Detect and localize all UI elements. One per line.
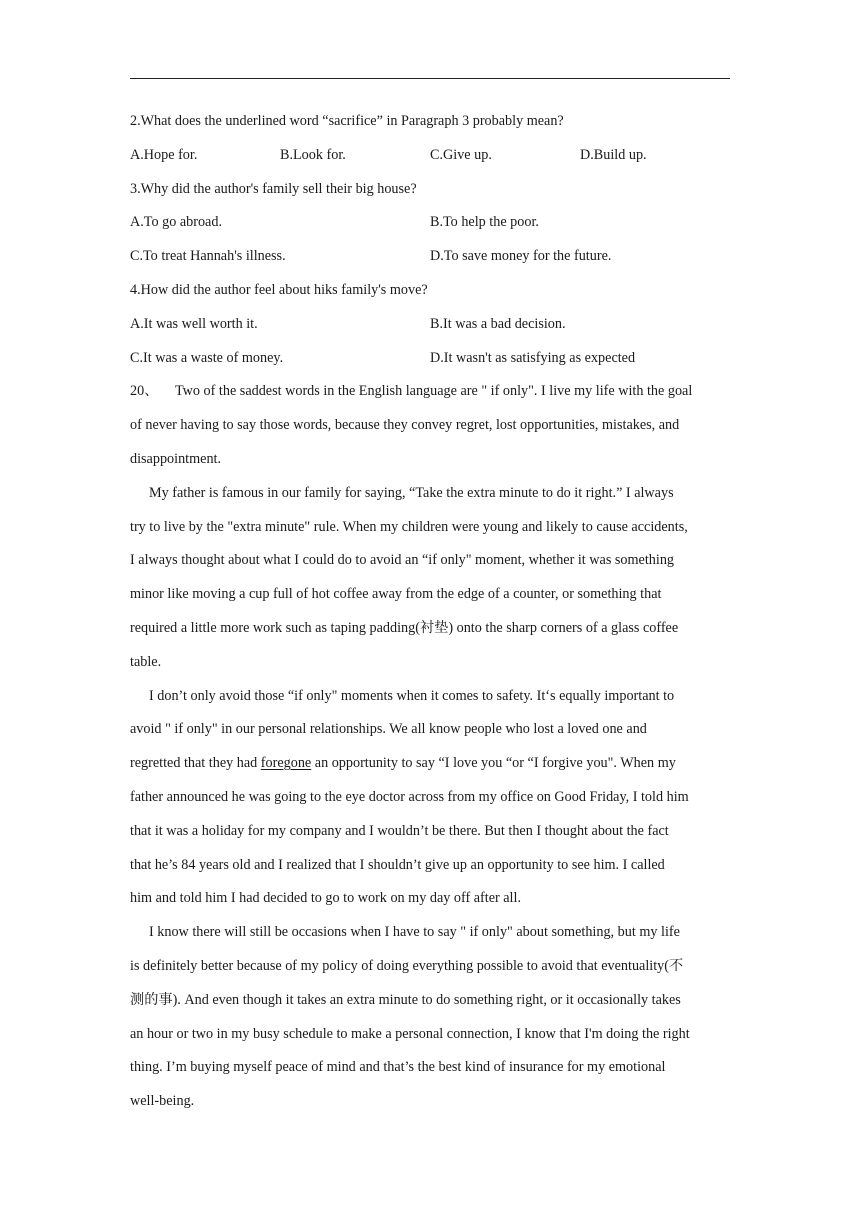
question-options (130, 344, 730, 378)
document-body (130, 107, 730, 1121)
option-b: B.To help the poor. (430, 214, 539, 231)
option-b: B.It was a bad decision. (430, 315, 566, 332)
passage-paragraph-line: minor like moving a cup full of hot coffee away from the edge of a counter, or something that (130, 586, 662, 603)
passage-paragraph-line: table. (130, 653, 162, 670)
option-c: C.Give up. (430, 146, 492, 163)
option-c: C.To treat Hannah's illness. (130, 248, 286, 265)
passage-paragraph-line: I always thought about what I could do to avoid an “if only" moment, whether it was something (130, 552, 675, 569)
passage-paragraph-line: required a little more work such as taping padding(衬垫) onto the sharp corners of a glass coffee (130, 619, 679, 636)
passage-paragraph-line (130, 749, 730, 783)
option-b: B.Look for. (280, 146, 346, 163)
question-options (130, 310, 730, 344)
passage-paragraph-line: disappointment. (130, 450, 222, 467)
question-stem: 3.Why did the author's family sell their big house? (130, 180, 417, 197)
passage-paragraph-line: I don’t only avoid those “if only" moments when it comes to safety. It‘s equally important to (149, 687, 675, 704)
passage-text: regretted that they had (130, 755, 258, 772)
passage-paragraph-line: thing. I’m buying myself peace of mind and that’s the best kind of insurance for my emotional (130, 1059, 666, 1076)
passage-paragraph-line: that it was a holiday for my company and I wouldn’t be there. But then I thought about the fact (130, 822, 669, 839)
option-c: C.It was a waste of money. (130, 349, 284, 366)
question-options (130, 208, 730, 242)
passage-text: Two of the saddest words in the English language are " if only". I live my life with the goal (175, 383, 693, 400)
question-options (130, 141, 730, 175)
passage-paragraph-line: I know there will still be occasions when I have to say " if only" about something, but my life (149, 924, 680, 941)
option-a: A.Hope for. (130, 146, 198, 163)
passage-paragraph-line: try to live by the "extra minute" rule. When my children were young and likely to cause accidents, (130, 518, 688, 535)
passage-text: an opportunity to say “I love you “or “I forgive you". When my (314, 755, 676, 772)
passage-paragraph-line: well-being. (130, 1093, 195, 1110)
passage-paragraph-line (130, 377, 730, 411)
passage-paragraph-line: is definitely better because of my policy of doing everything possible to avoid that eventuality(不 (130, 957, 684, 974)
passage-paragraph-line: that he’s 84 years old and I realized that I shouldn’t give up an opportunity to see him. I called (130, 856, 665, 873)
question-stem: 4.How did the author feel about hiks family's move? (130, 281, 428, 298)
question-stem: 2.What does the underlined word “sacrifice” in Paragraph 3 probably mean? (130, 113, 564, 129)
passage-paragraph-line: of never having to say those words, because they convey regret, lost opportunities, mistakes, and (130, 417, 680, 434)
passage-paragraph-line: him and told him I had decided to go to work on my day off after all. (130, 890, 521, 907)
passage-paragraph-line: an hour or two in my busy schedule to make a personal connection, I know that I'm doing the right (130, 1025, 690, 1042)
option-a: A.It was well worth it. (130, 315, 258, 332)
header-rule (130, 78, 730, 79)
passage-paragraph-line: father announced he was going to the eye doctor across from my office on Good Friday, I told him (130, 788, 689, 805)
option-d: D.It wasn't as satisfying as expected (430, 349, 636, 366)
passage-paragraph-line: My father is famous in our family for saying, “Take the extra minute to do it right.” I always (149, 484, 674, 501)
option-d: D.Build up. (580, 146, 647, 163)
passage-paragraph-line: avoid " if only" in our personal relationships. We all know people who lost a loved one and (130, 721, 647, 738)
underlined-word: foregone (260, 755, 312, 772)
question-options (130, 242, 730, 276)
option-a: A.To go abroad. (130, 214, 222, 231)
passage-paragraph-line: 测的事). And even though it takes an extra minute to do something right, or it occasionally takes (130, 991, 681, 1008)
passage-number: 20、 (130, 383, 159, 400)
option-d: D.To save money for the future. (430, 248, 612, 265)
